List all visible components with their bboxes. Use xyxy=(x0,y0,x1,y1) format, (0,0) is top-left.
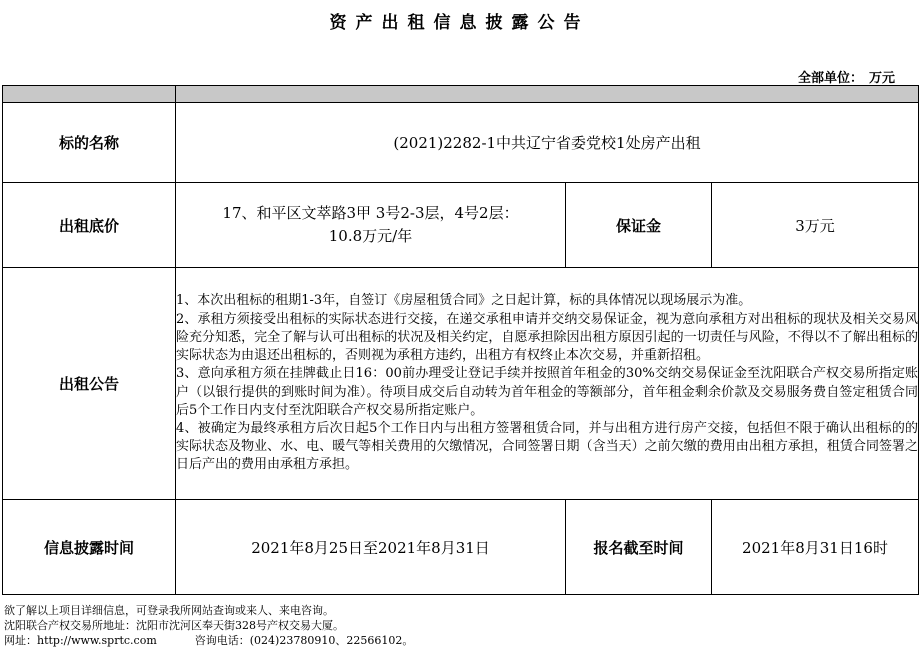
price-row xyxy=(3,183,919,268)
footer-contact xyxy=(4,633,413,648)
notice-paragraph: 4、被确定为最终承租方后次日起5个工作日内与出租方签署租赁合同，并与出租方进行房产交接，包括但不限于确认出租标的的实际状态及物业、水、电、暖气等相关费用的欠缴情况，合同签署日期（含当天）之前欠缴的费用由出租方承担，租赁合同签署之日后产出的费用由承租方承担。 xyxy=(176,420,919,473)
name-value: (2021)2282-1中共辽宁省委党校1处房产出租 xyxy=(176,103,919,183)
footer-phone: 咨询电话：(024)23780910、22566102。 xyxy=(194,634,414,647)
name-label: 标的名称 xyxy=(3,103,176,183)
deposit-label: 保证金 xyxy=(566,183,712,268)
notice-row xyxy=(3,268,919,500)
period-row xyxy=(3,500,919,595)
notice-label: 出租公告 xyxy=(3,268,176,500)
price-label: 出租底价 xyxy=(3,183,176,268)
notice-paragraph: 2、承租方须接受出租标的实际状态进行交接，在递交承租申请并交纳交易保证金，视为意向承租方对出租标的现状及相关交易风险充分知悉，完全了解与认可出租标的状况及相关约定，自愿承担除因出租方原因引起的一切责任与风险，不得以不了解出租标的实际状态为由退还出租标的，否则视为承租方违约，出租方有权终止本次交易，并重新招租。 xyxy=(176,311,919,364)
header-cell xyxy=(3,86,176,103)
footer-address: 沈阳联合产权交易所地址：沈阳市沈河区奉天街328号产权交易大厦。 xyxy=(4,619,344,632)
deadline-value: 2021年8月31日16时 xyxy=(712,500,919,595)
price-line-1: 17、和平区文萃路3甲 3号2-3层，4号2层： xyxy=(222,204,519,222)
deposit-value: 3万元 xyxy=(712,183,919,268)
notice-content xyxy=(176,268,919,500)
price-value xyxy=(176,183,566,268)
footer xyxy=(4,603,413,648)
period-value: 2021年8月25日至2021年8月31日 xyxy=(176,500,566,595)
name-row xyxy=(3,103,919,183)
footer-website: 网址：http://www.sprtc.com xyxy=(4,634,157,647)
page-title: 资产出租信息披露公告 xyxy=(329,13,590,33)
unit-value: 万元 xyxy=(868,71,895,86)
unit-label: 全部单位： xyxy=(797,71,863,86)
deadline-label: 报名截至时间 xyxy=(566,500,712,595)
disclosure-table xyxy=(2,85,919,595)
header-cell xyxy=(176,86,919,103)
table-header-row xyxy=(3,86,919,103)
notice-paragraph: 1、本次出租标的租期1-3年，自签订《房屋租赁合同》之日起计算，标的具体情况以现场展示为准。 xyxy=(176,293,752,309)
unit-note xyxy=(798,67,895,86)
period-label: 信息披露时间 xyxy=(3,500,176,595)
notice-paragraph: 3、意向承租方须在挂牌截止日16：00前办理受让登记手续并按照首年租金的30%交纳交易保证金至沈阳联合产权交易所指定账户（以银行提供的到账时间为准）。待项目成交后自动转为首年租金的等额部分，首年租金剩余价款及交易服务费自签定租赁合同后5个工作日内支付至沈阳联合产权交易所指定账户。 xyxy=(176,366,919,418)
price-line-2: 10.8万元/年 xyxy=(328,227,413,245)
footer-line: 欲了解以上项目详细信息，可登录我所网站查询或来人、来电咨询。 xyxy=(4,604,334,617)
